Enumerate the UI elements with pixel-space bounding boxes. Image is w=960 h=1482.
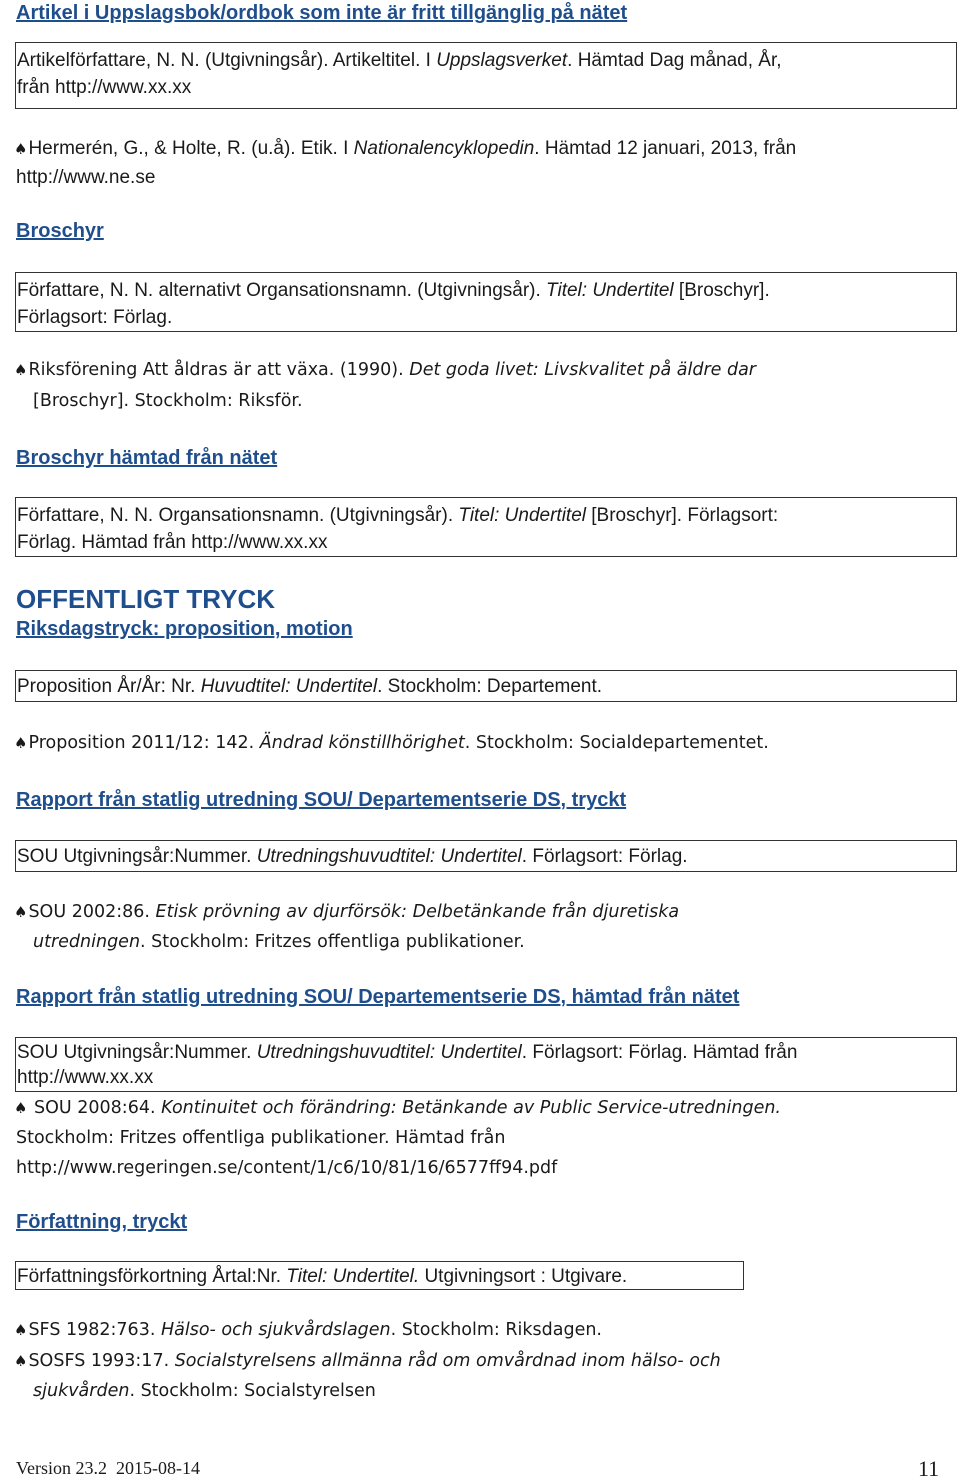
template-box-sou-natet bbox=[15, 1037, 957, 1092]
template-line: Författningsförkortning Årtal:Nr. Titel: Undertitel. Utgivningsort : Utgivare. bbox=[17, 1266, 628, 1287]
example-line: ♠ SOU 2008:64. Kontinuitet och förändring: Betänkande av Public Service-utredningen. bbox=[14, 1098, 781, 1118]
spade-icon: ♠ bbox=[14, 361, 28, 379]
template-line: från http://www.xx.xx bbox=[17, 77, 192, 98]
page-number: 11 bbox=[918, 1456, 940, 1481]
template-line: http://www.xx.xx bbox=[17, 1067, 154, 1088]
example-line: ♠SFS 1982:763. Hälso- och sjukvårdslagen. Stockholm: Riksdagen. bbox=[14, 1320, 602, 1340]
spade-icon: ♠ bbox=[14, 140, 28, 158]
example-line: ♠Proposition 2011/12: 142. Ändrad könstillhörighet. Stockholm: Socialdepartementet. bbox=[14, 733, 769, 753]
template-line: Proposition År/År: Nr. Huvudtitel: Undertitel. Stockholm: Departement. bbox=[17, 676, 603, 697]
example-line: ♠Riksförening Att åldras är att växa. (1990). Det goda livet: Livskvalitet på äldre dar bbox=[14, 360, 756, 380]
template-box-forfattning bbox=[15, 1261, 744, 1290]
section-heading-riksdagstryck: Riksdagstryck: proposition, motion bbox=[16, 618, 353, 640]
template-line: Artikelförfattare, N. N. (Utgivningsår). Artikeltitel. I Uppslagsverket. Hämtad Dag månad, År, bbox=[17, 50, 782, 71]
template-line: SOU Utgivningsår:Nummer. Utredningshuvudtitel: Undertitel. Förlagsort: Förlag. bbox=[17, 846, 688, 867]
template-line: SOU Utgivningsår:Nummer. Utredningshuvudtitel: Undertitel. Förlagsort: Förlag. Hämtad från bbox=[17, 1042, 798, 1063]
template-line: Förlagsort: Förlag. bbox=[17, 307, 173, 328]
template-box-uppslagsbok bbox=[15, 42, 957, 109]
section-heading-broschyr-natet: Broschyr hämtad från nätet bbox=[16, 447, 278, 469]
example-line: http://www.regeringen.se/content/1/c6/10/81/16/6577ff94.pdf bbox=[16, 1158, 558, 1178]
template-box-sou-tryckt bbox=[15, 840, 957, 872]
section-big-heading-offentligt-tryck: OFFENTLIGT TRYCK bbox=[16, 584, 276, 614]
spade-icon: ♠ bbox=[14, 734, 28, 752]
spade-icon: ♠ bbox=[14, 1099, 28, 1117]
spade-icon: ♠ bbox=[14, 903, 28, 921]
example-line: http://www.ne.se bbox=[16, 167, 156, 188]
section-heading-sou-natet: Rapport från statlig utredning SOU/ Departementserie DS, hämtad från nätet bbox=[16, 986, 740, 1008]
section-heading-sou-tryckt: Rapport från statlig utredning SOU/ Departementserie DS, tryckt bbox=[16, 789, 627, 811]
example-line: utredningen. Stockholm: Fritzes offentliga publikationer. bbox=[33, 932, 525, 952]
example-line: Stockholm: Fritzes offentliga publikationer. Hämtad från bbox=[16, 1128, 506, 1148]
example-line: ♠SOSFS 1993:17. Socialstyrelsens allmänna råd om omvårdnad inom hälso- och bbox=[14, 1351, 721, 1371]
template-line: Författare, N. N. Organsationsnamn. (Utgivningsår). Titel: Undertitel [Broschyr]. Förlagsort: bbox=[17, 505, 779, 526]
template-box-riksdagstryck bbox=[15, 670, 957, 702]
example-line: sjukvården. Stockholm: Socialstyrelsen bbox=[33, 1381, 376, 1401]
footer-version: Version 23.2 2015-08-14 bbox=[16, 1458, 200, 1478]
example-line: [Broschyr]. Stockholm: Riksför. bbox=[33, 391, 303, 411]
section-heading-forfattning: Författning, tryckt bbox=[16, 1211, 188, 1233]
section-heading-broschyr: Broschyr bbox=[16, 220, 104, 242]
template-line: Förlag. Hämtad från http://www.xx.xx bbox=[17, 532, 328, 553]
spade-icon: ♠ bbox=[14, 1352, 28, 1370]
template-box-broschyr-natet bbox=[15, 497, 957, 557]
example-line: ♠SOU 2002:86. Etisk prövning av djurförsök: Delbetänkande från djuretiska bbox=[14, 902, 680, 922]
template-box-broschyr bbox=[15, 272, 957, 332]
example-line: ♠Hermerén, G., & Holte, R. (u.å). Etik. I Nationalencyklopedin. Hämtad 12 januari, 2013, från bbox=[14, 138, 797, 159]
spade-icon: ♠ bbox=[14, 1321, 28, 1339]
section-heading-uppslagsbok: Artikel i Uppslagsbok/ordbok som inte är fritt tillgänglig på nätet bbox=[16, 2, 628, 24]
template-line: Författare, N. N. alternativt Organsationsnamn. (Utgivningsår). Titel: Undertitel [Broschyr]. bbox=[17, 280, 770, 301]
